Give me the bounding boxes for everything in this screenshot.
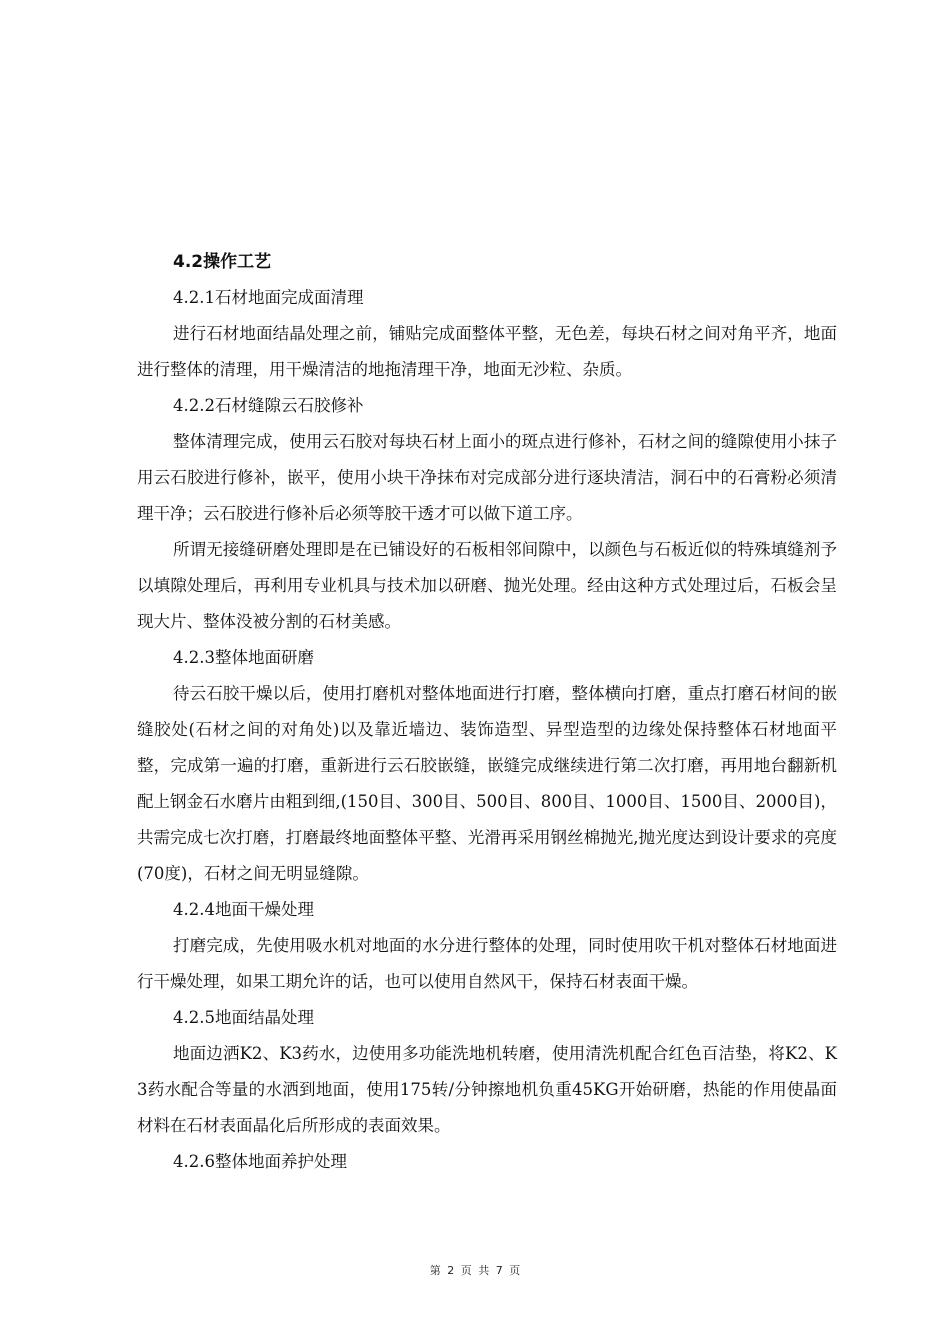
paragraph-gap-repair: 整体清理完成，使用云石胶对每块石材上面小的斑点进行修补，石材之间的缝隙使用小抹子用云石胶进行修补，嵌平，使用小块干净抹布对完成部分进行逐块清洁，洞石中的石膏粉必须清理干净；云石胶进行修补后必须等胶干透才可以做下道工序。 bbox=[137, 432, 837, 523]
paragraph-drying: 打磨完成，先使用吸水机对地面的水分进行整体的处理，同时使用吹干机对整体石材地面进行干燥处理，如果工期允许的话，也可以使用自然风干，保持石材表面干燥。 bbox=[137, 936, 837, 991]
paragraph-surface-cleaning: 进行石材地面结晶处理之前，铺贴完成面整体平整，无色差，每块石材之间对角平齐，地面进行整体的清理，用干燥清洁的地拖清理干净，地面无沙粒、杂质。 bbox=[137, 324, 837, 379]
document-body bbox=[137, 244, 837, 1180]
sub-heading-4-2-4: 4.2.4地面干燥处理 bbox=[173, 900, 314, 919]
paragraph-floor-grinding: 待云石胶干燥以后，使用打磨机对整体地面进行打磨，整体横向打磨，重点打磨石材间的嵌缝胶处(石材之间的对角处)以及靠近墙边、装饰造型、异型造型的边缘处保持整体石材地面平整，完成第一遍的打磨，重新进行云石胶嵌缝，嵌缝完成继续进行第二次打磨，再用地台翻新机配上钢金石水磨片由粗到细,(150目、300目、500目、800目、1000目、1500目、2000目)，共需完成七次打磨，打磨最终地面整体平整、光滑再采用钢丝棉抛光,抛光度达到设计要求的亮度(70度)，石材之间无明显缝隙。 bbox=[137, 684, 837, 883]
sub-heading-4-2-2: 4.2.2石材缝隙云石胶修补 bbox=[173, 396, 364, 415]
page-number-footer: 第 2 页 共 7 页 bbox=[429, 1264, 521, 1277]
sub-heading-4-2-6: 4.2.6整体地面养护处理 bbox=[173, 1152, 347, 1171]
sub-heading-4-2-3: 4.2.3整体地面研磨 bbox=[173, 648, 314, 667]
sub-heading-4-2-5: 4.2.5地面结晶处理 bbox=[173, 1008, 314, 1027]
paragraph-seamless-grinding: 所谓无接缝研磨处理即是在已铺设好的石板相邻间隙中，以颜色与石板近似的特殊填缝剂予以填隙处理后，再利用专业机具与技术加以研磨、抛光处理。经由这种方式处理过后，石板会呈现大片、整体没被分割的石材美感。 bbox=[137, 540, 837, 631]
paragraph-crystallization: 地面边洒K2、K3药水，边使用多功能洗地机转磨，使用清洗机配合红色百洁垫，将K2、K3药水配合等量的水洒到地面，使用175转/分钟擦地机负重45KG开始研磨，热能的作用使晶面材料在石材表面晶化后所形成的表面效果。 bbox=[137, 1044, 837, 1135]
section-title: 4.2操作工艺 bbox=[173, 252, 272, 272]
sub-heading-4-2-1: 4.2.1石材地面完成面清理 bbox=[173, 288, 364, 307]
